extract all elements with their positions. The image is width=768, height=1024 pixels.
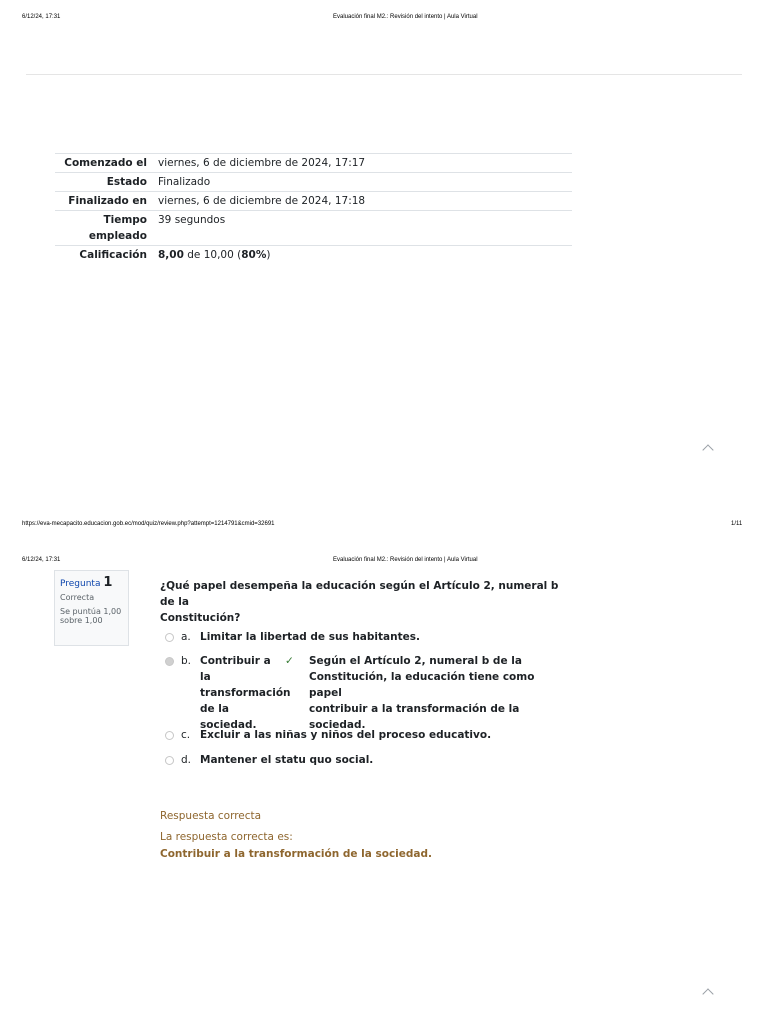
question-label: Pregunta (60, 579, 101, 589)
grade-score: 8,00 (158, 249, 184, 261)
summary-row-grade (55, 246, 572, 264)
grade-mid: de 10,00 ( (183, 249, 242, 261)
grade-value (158, 247, 572, 263)
grade-end: ) (266, 249, 271, 261)
check-icon: ✓ (285, 655, 294, 667)
back-to-top-icon-2[interactable] (702, 988, 713, 999)
state-value: Finalizado (158, 176, 211, 188)
time-label-line1: Tiempo (103, 214, 147, 226)
summary-row-state (55, 173, 572, 192)
grade-percent: 80% (241, 249, 267, 261)
back-to-top-icon[interactable] (702, 444, 713, 455)
divider (26, 74, 742, 75)
question-status: Correcta (60, 593, 95, 602)
answer-option-a[interactable] (165, 629, 420, 645)
started-label: Comenzado el (64, 157, 147, 169)
finished-label: Finalizado en (68, 195, 147, 207)
finished-value: viernes, 6 de diciembre de 2024, 17:18 (158, 195, 366, 207)
option-text-line: Contribuir a la (200, 655, 271, 683)
option-text-line: de la (200, 703, 229, 715)
answer-option-b[interactable] (165, 653, 569, 733)
state-label: Estado (106, 176, 147, 188)
question-score-line2: sobre 1,00 (60, 616, 103, 625)
option-text (200, 653, 291, 733)
answer-option-c[interactable] (165, 727, 491, 743)
started-value: viernes, 6 de diciembre de 2024, 17:17 (158, 157, 366, 169)
option-text: Limitar la libertad de sus habitantes. (200, 631, 420, 643)
right-answer-label: La respuesta correcta es: (160, 831, 293, 843)
option-letter: d. (181, 754, 192, 766)
option-text-line: sociedad. (200, 719, 257, 731)
print-url: https://eva-mecapacito.educacion.gob.ec/mod/quiz/review.php?attempt=1214791&cmid=32691 (22, 521, 275, 527)
radio-icon[interactable] (165, 731, 174, 740)
grade-label: Calificación (79, 249, 147, 261)
time-value: 39 segundos (158, 214, 226, 226)
option-feedback-line: Constitución, la educación tiene como papel (309, 671, 535, 699)
summary-row-started (55, 154, 572, 173)
time-label-line2: empleado (88, 230, 147, 242)
option-feedback-line: contribuir a la transformación de la sociedad. (309, 703, 520, 731)
print-page-number: 1/11 (731, 521, 743, 527)
print-datetime-2: 6/12/24, 17:31 (22, 557, 61, 563)
option-text: Mantener el statu quo social. (200, 754, 374, 766)
option-text: Excluir a las niñas y niños del proceso educativo. (200, 729, 492, 741)
radio-icon[interactable] (165, 633, 174, 642)
question-info-box (54, 570, 129, 646)
print-datetime: 6/12/24, 17:31 (22, 14, 61, 20)
option-feedback-line: Según el Artículo 2, numeral b de la (309, 655, 522, 667)
time-label (55, 212, 158, 244)
question-text-line1: ¿Qué papel desempeña la educación según el Artículo 2, numeral b de la (160, 580, 559, 608)
question-text (160, 578, 570, 626)
feedback-status: Respuesta correcta (160, 810, 262, 822)
option-letter: c. (181, 729, 191, 741)
summary-row-finished (55, 192, 572, 211)
answer-option-d[interactable] (165, 752, 373, 768)
print-title: Evaluación final M2.: Revisión del intento | Aula Virtual (333, 14, 478, 20)
radio-icon[interactable] (165, 756, 174, 765)
option-letter: b. (181, 655, 192, 667)
print-title-2: Evaluación final M2.: Revisión del intento | Aula Virtual (333, 557, 478, 563)
question-number-value: 1 (103, 575, 113, 590)
attempt-summary-table (55, 153, 572, 264)
option-letter: a. (181, 631, 191, 643)
option-feedback (309, 653, 569, 733)
radio-selected-icon[interactable] (165, 657, 174, 666)
question-number (60, 575, 123, 590)
right-answer: Contribuir a la transformación de la sociedad. (160, 848, 433, 860)
option-text-line: transformación (200, 687, 291, 699)
summary-row-time (55, 211, 572, 246)
question-score-line1: Se puntúa 1,00 (60, 607, 122, 616)
question-text-line2: Constitución? (160, 612, 241, 624)
